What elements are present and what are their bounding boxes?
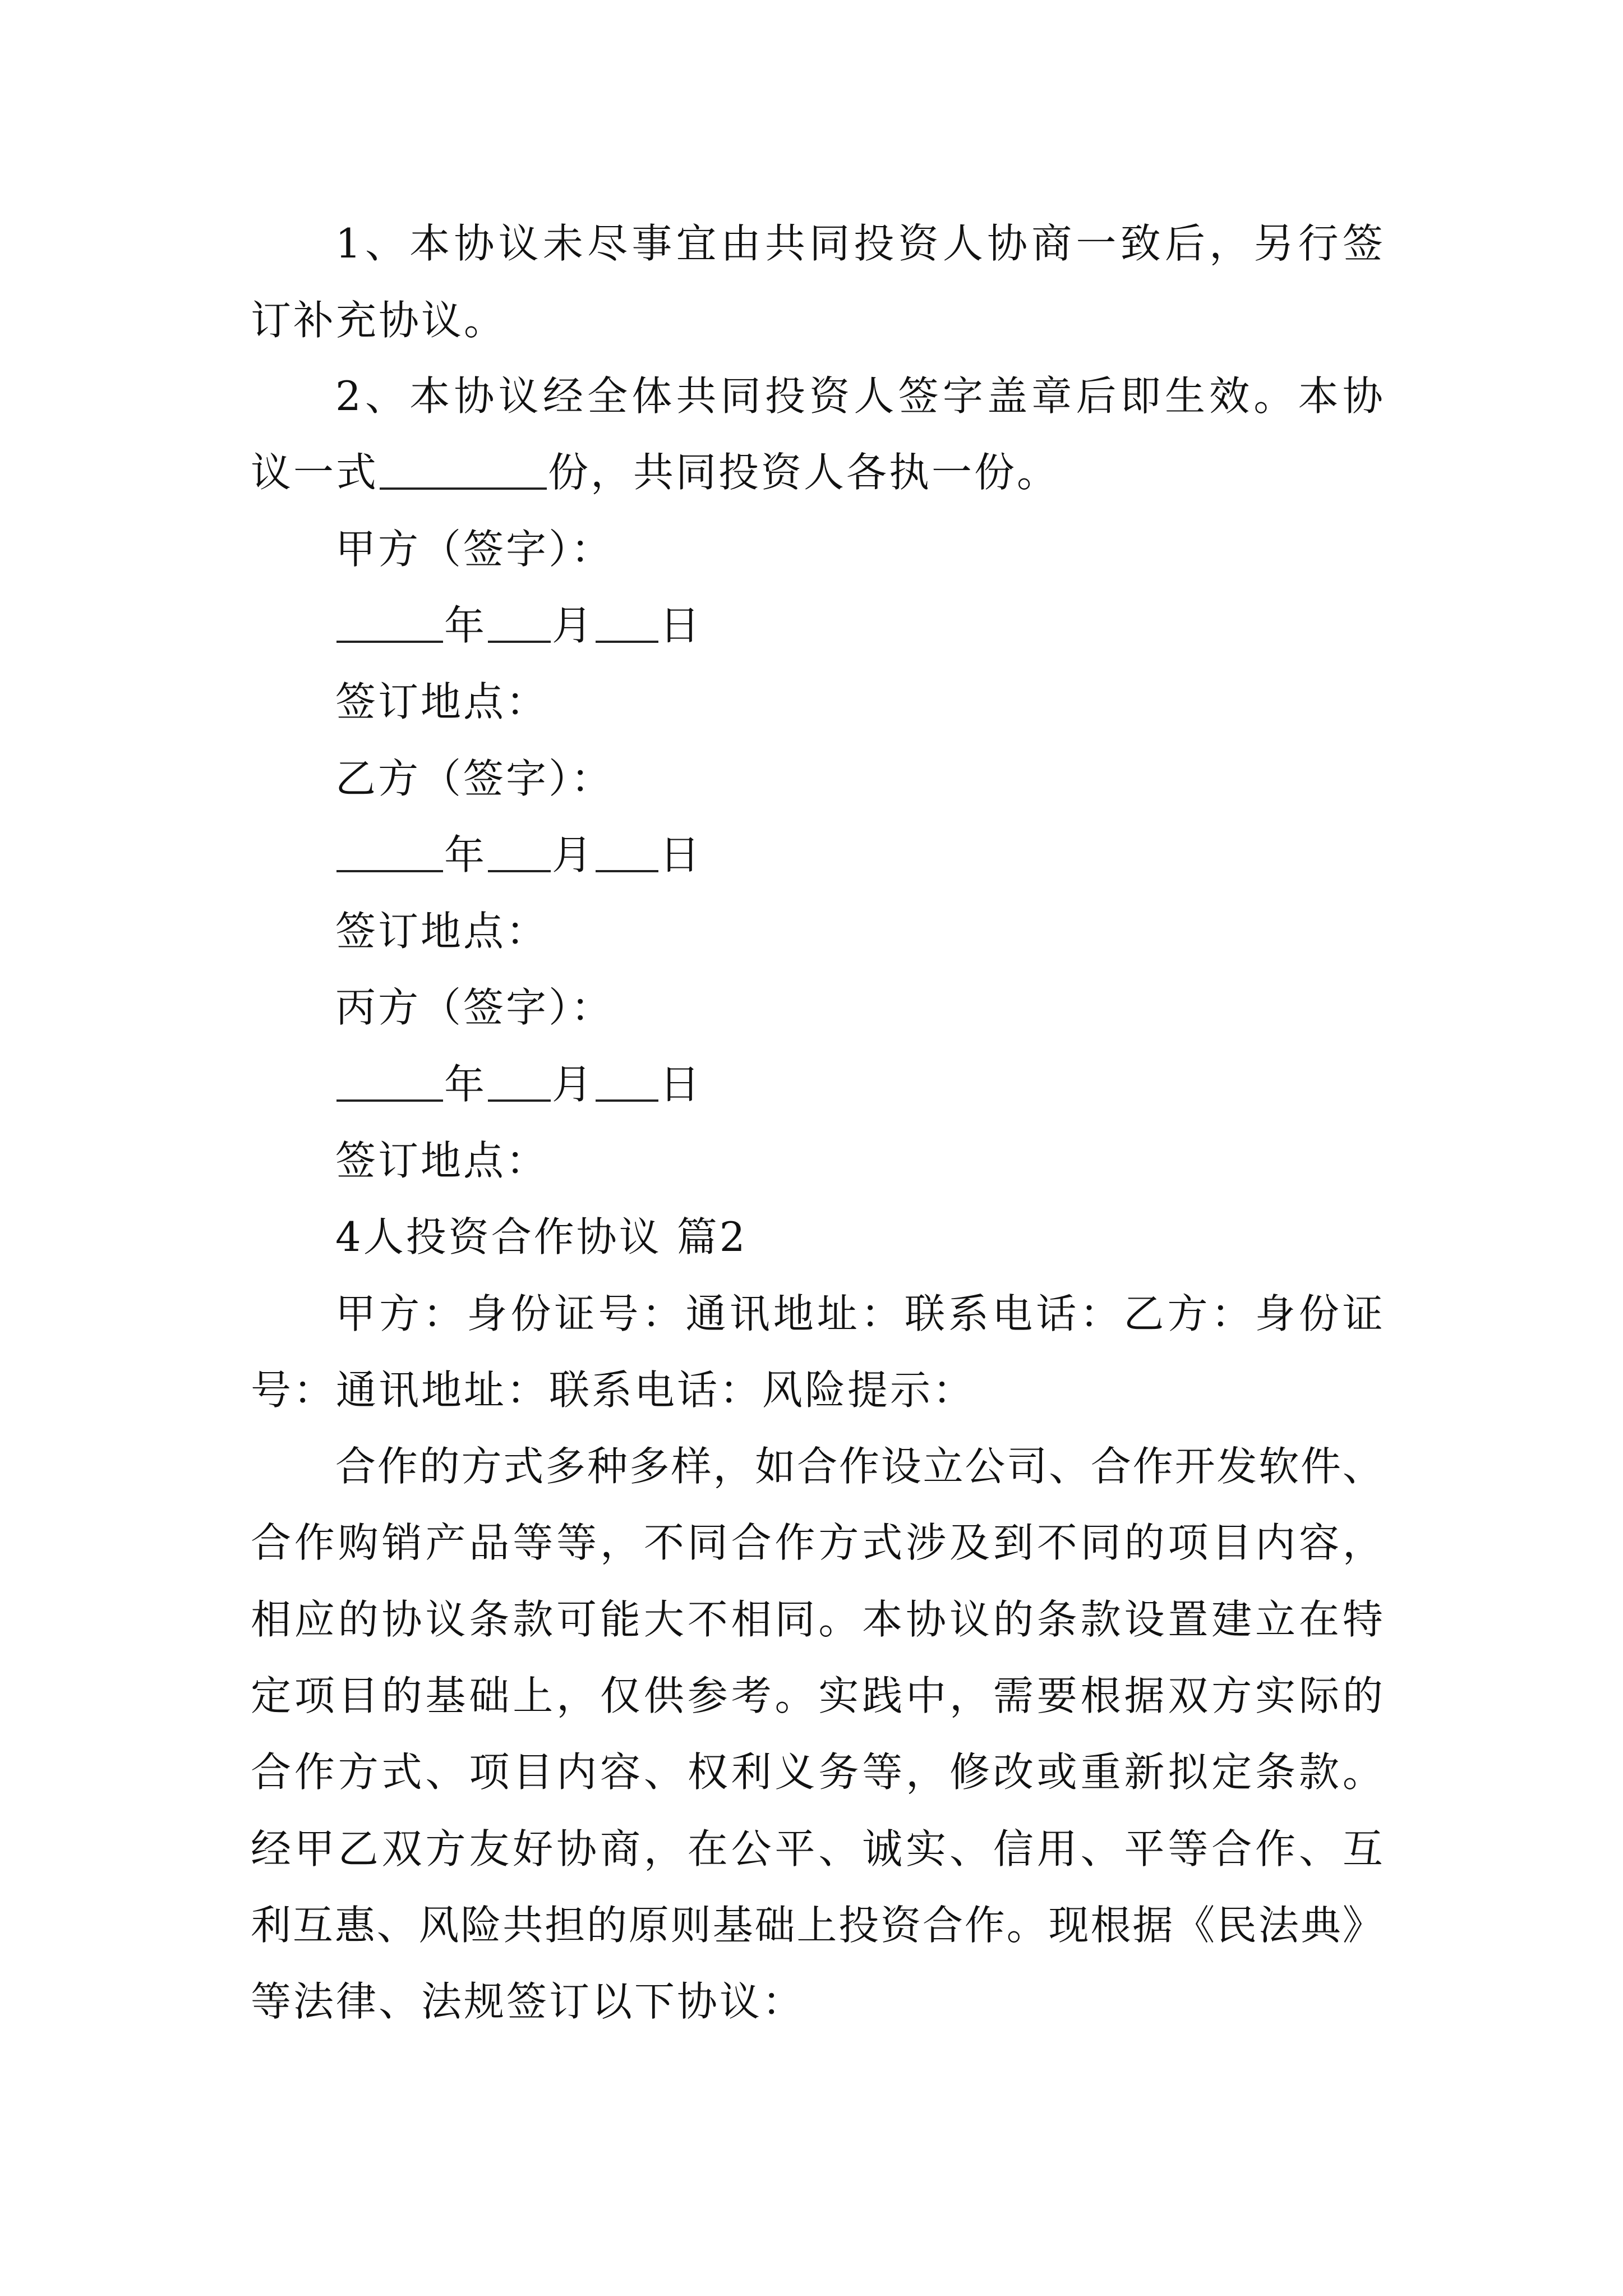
party-b-signature-label: 乙方（签字）： [335,755,614,802]
paragraph-line: 2 、 本 协 议 经 全 体 共 同 投 资 人 签 字 盖 章 后 即 生 效 。 本 协 [335,372,1383,420]
paragraph-line: 订补充协议。 [251,297,507,344]
section-heading: 4人投资合作协议 篇2 [335,1213,748,1260]
paragraph-line: 甲 方 ： 身 份 证 号 ： 通 讯 地 址 ： 联 系 电 话 ： 乙 方 ： 身 份 证 [335,1290,1383,1337]
day-label: 日 [660,831,703,878]
party-c-place-label: 签订地点： [335,1137,549,1184]
paragraph-line: 1 、 本 协 议 未 尽 事 宜 由 共 同 投 资 人 协 商 一 致 后 ， 另 行 签 [335,220,1383,267]
month-blank [488,1099,551,1102]
month-label: 月 [552,602,595,649]
party-a-date-line [335,602,703,649]
party-c-signature-label: 丙方（签字）： [335,984,614,1031]
paragraph-line: 定 项 目 的 基 础 上 ， 仅 供 参 考 。 实 践 中 ， 需 要 根 据 双 方 实 际 的 [251,1672,1383,1719]
year-label: 年 [444,602,487,649]
paragraph-line: 合 作 的 方 式 多 种 多 样 ， 如 合 作 设 立 公 司 、 合 作 开 发 软 件 、 [335,1443,1383,1490]
party-b-place-label: 签订地点： [335,908,549,955]
day-label: 日 [660,1061,703,1108]
party-a-place-label: 签订地点： [335,678,549,725]
paragraph-line: 号：通讯地址：联系电话：风险提示： [251,1366,976,1414]
copies-suffix: 份，共同投资人各执一份。 [548,449,1060,496]
paragraph-line: 合 作 购 销 产 品 等 等 ， 不 同 合 作 方 式 涉 及 到 不 同 的 项 目 内 容 ， [251,1519,1383,1566]
year-blank [336,869,443,872]
month-label: 月 [552,831,595,878]
party-c-date-line [335,1061,703,1108]
day-label: 日 [660,602,703,649]
paragraph-line: 相 应 的 协 议 条 款 可 能 大 不 相 同 。 本 协 议 的 条 款 设 置 建 立 在 特 [251,1596,1383,1643]
party-b-date-line [335,831,703,878]
party-a-signature-label: 甲方（签字）： [335,526,614,573]
paragraph-line: 等法律、法规签订以下协议： [251,1978,805,2025]
year-blank [336,640,443,643]
copies-line [251,449,1060,496]
year-label: 年 [444,1061,487,1108]
paragraph-line: 经 甲 乙 双 方 友 好 协 商 ， 在 公 平 、 诚 实 、 信 用 、 平 等 合 作 、 互 [251,1825,1383,1872]
year-label: 年 [444,831,487,878]
month-blank [488,869,551,872]
day-blank [596,869,658,872]
day-blank [596,640,658,643]
copies-prefix: 议一式 [251,449,379,496]
day-blank [596,1099,658,1102]
copies-blank [380,487,547,490]
month-label: 月 [552,1061,595,1108]
month-blank [488,640,551,643]
paragraph-line: 利 互 惠 、 风 险 共 担 的 原 则 基 础 上 投 资 合 作 。 现 根 据 《 民 法 典 》 [251,1902,1383,1949]
paragraph-line: 合 作 方 式 、 项 目 内 容 、 权 利 义 务 等 ， 修 改 或 重 新 拟 定 条 款 。 [251,1749,1383,1796]
year-blank [336,1099,443,1102]
